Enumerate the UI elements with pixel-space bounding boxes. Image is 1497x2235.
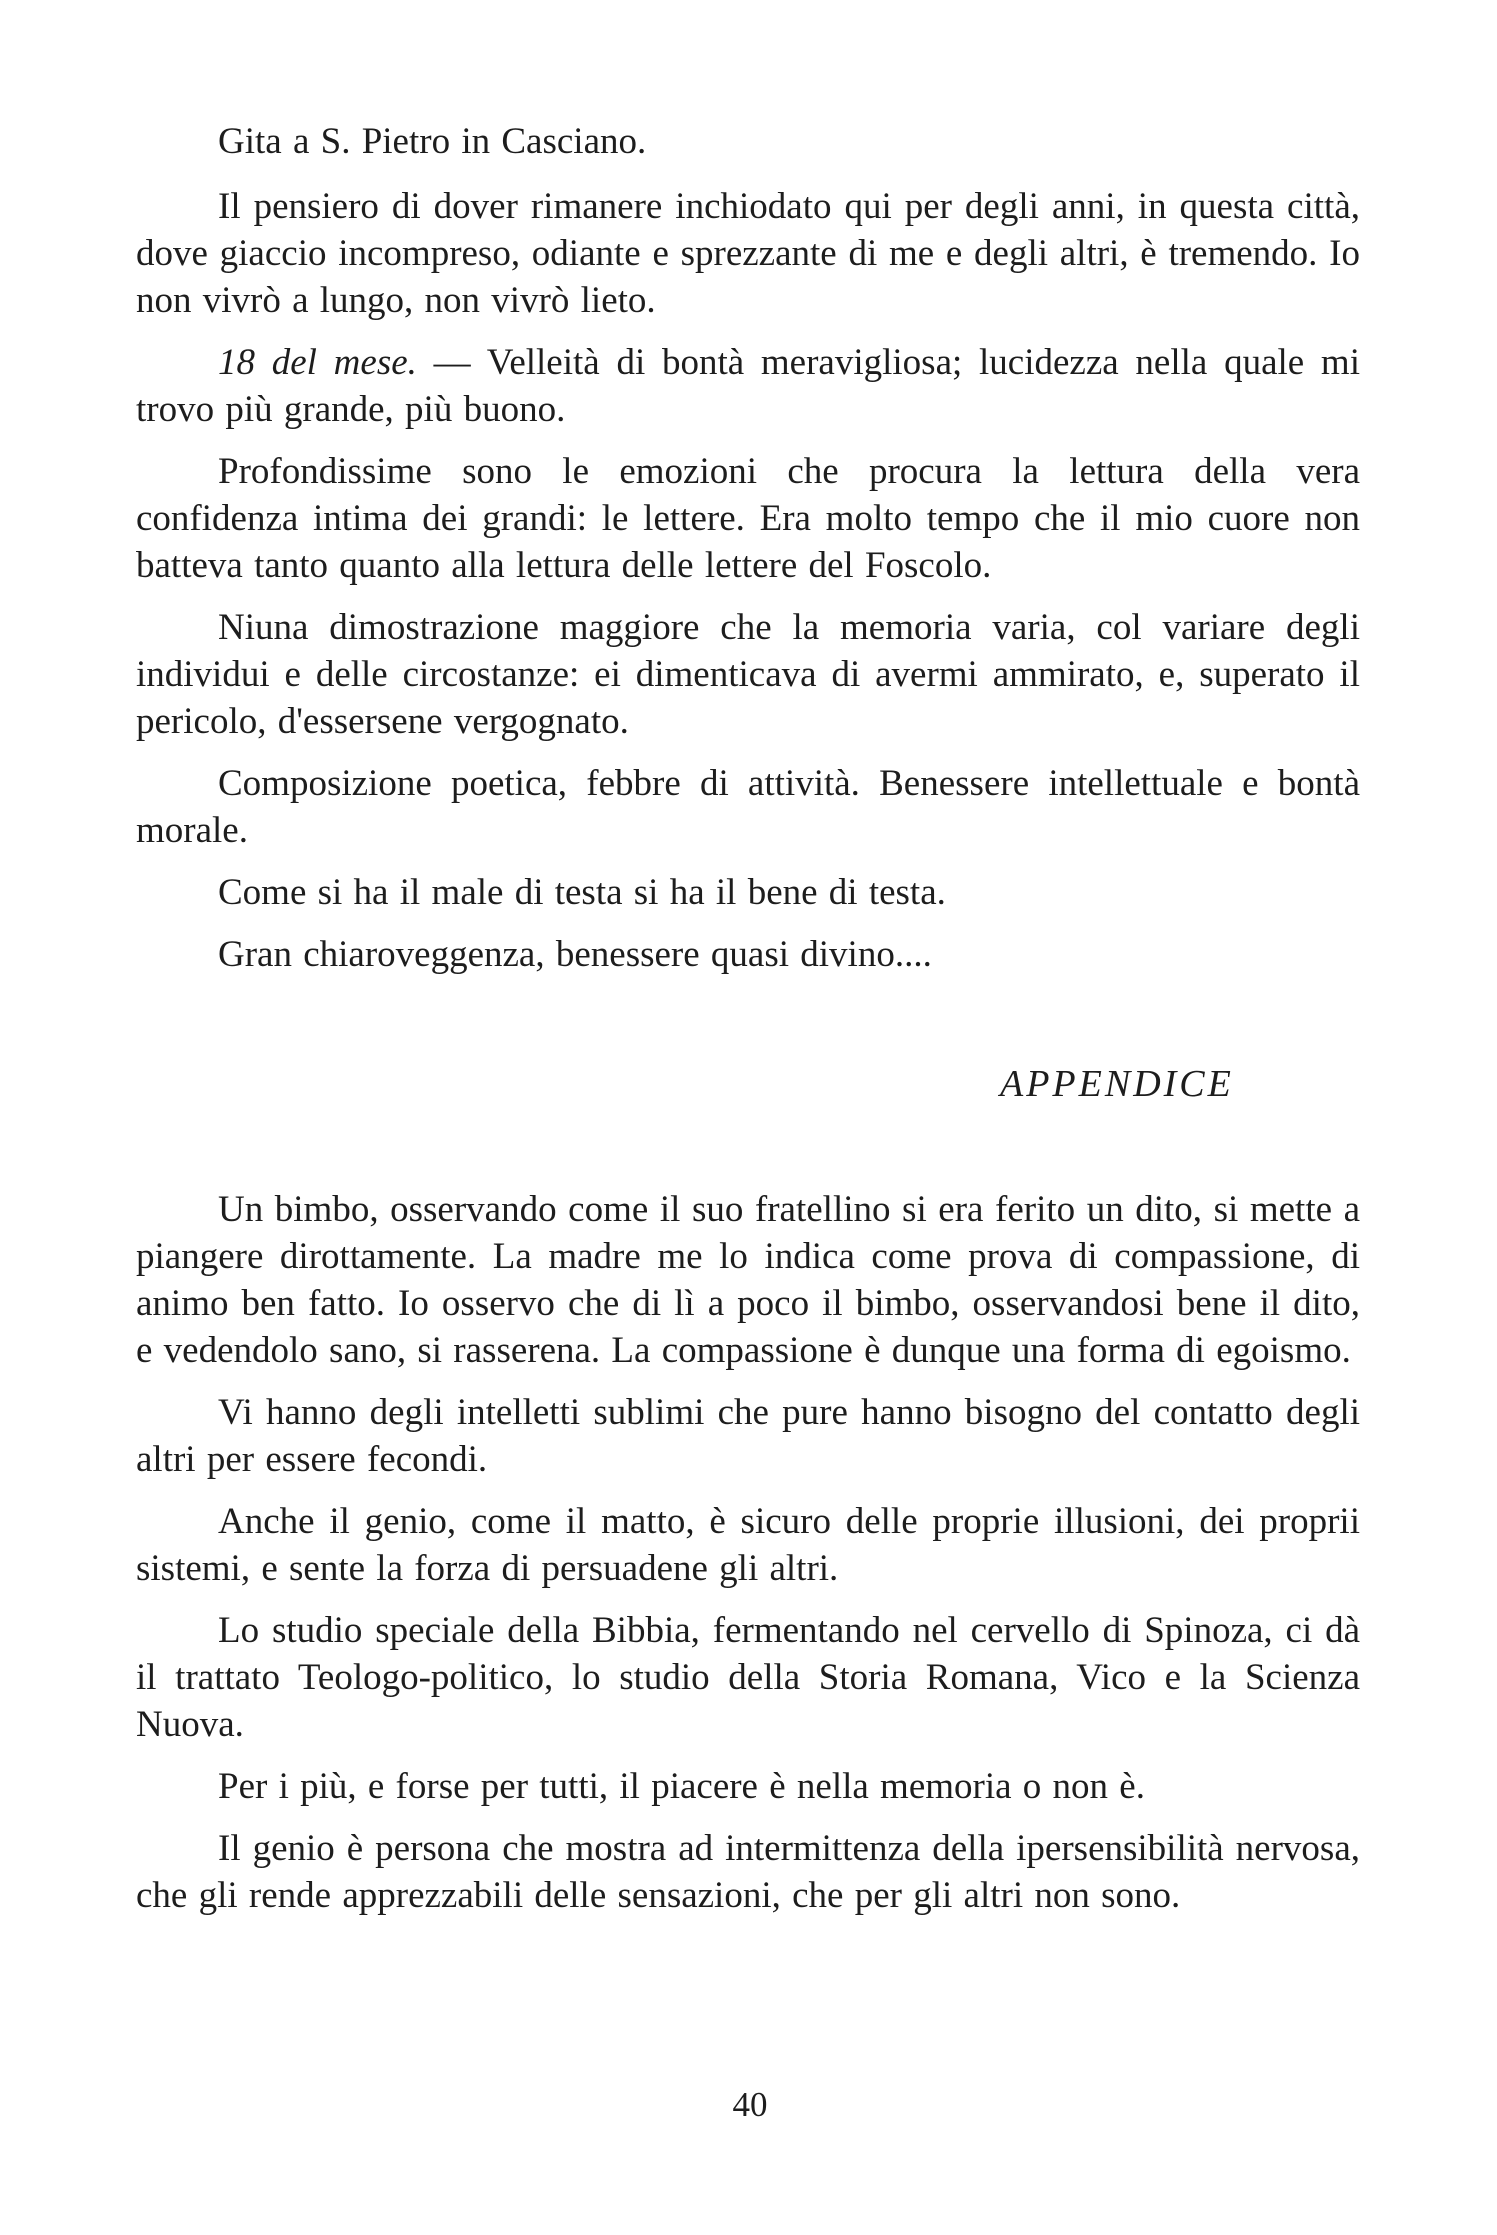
paragraph <box>136 1389 1360 1483</box>
paragraph <box>136 1498 1360 1592</box>
paragraph <box>136 339 1360 433</box>
paragraph-text: Un bimbo, osservando come il suo fratellino si era ferito un dito, si mette a piangere dirottamente. La madre me lo indica come prova di compassione, di animo ben fatto. Io osservo che di lì a poco il bimbo, osservandosi bene il dito, e vedendolo sano, si rasserena. La compassione è dunque una forma di egoismo. <box>136 1189 1360 1371</box>
paragraph <box>136 1607 1360 1748</box>
paragraph <box>136 604 1360 745</box>
paragraph-text: Vi hanno degli intelletti sublimi che pure hanno bisogno del contatto degli altri per essere fecondi. <box>136 1392 1360 1480</box>
paragraph <box>136 931 1360 978</box>
paragraph-text: — Velleità di bontà meravigliosa; lucidezza nella quale mi trovo più grande, più buono. <box>136 342 1360 430</box>
paragraph-text: Il pensiero di dover rimanere inchiodato qui per degli anni, in questa città, dove giaccio incompreso, odiante e sprezzante di me e degli altri, è tremendo. Io non vivrò a lungo, non vivrò lieto. <box>136 186 1360 321</box>
paragraph <box>136 760 1360 854</box>
paragraph-text: Come si ha il male di testa si ha il bene di testa. <box>218 872 946 913</box>
paragraph-text: Gita a S. Pietro in Casciano. <box>218 121 647 162</box>
paragraph-text: Anche il genio, come il matto, è sicuro delle proprie illusioni, dei proprii sistemi, e sente la forza di persuadene gli altri. <box>136 1501 1360 1589</box>
section-heading: APPENDICE <box>1000 1063 1234 1105</box>
paragraph-text: Per i più, e forse per tutti, il piacere è nella memoria o non è. <box>218 1766 1145 1807</box>
paragraph-text: Profondissime sono le emozioni che procura la lettura della vera confidenza intima dei grandi: le lettere. Era molto tempo che il mio cuore non batteva tanto quanto alla lettura delle lettere del Foscolo. <box>136 451 1360 586</box>
journal-section <box>136 118 1360 993</box>
paragraph-text: Niuna dimostrazione maggiore che la memoria varia, col variare degli individui e delle circostanze: ei dimenticava di avermi ammirato, e, superato il pericolo, d'essersene vergognato. <box>136 607 1360 742</box>
date-lead: 18 del mese. <box>218 342 417 383</box>
page-number: 40 <box>732 2085 768 2124</box>
paragraph <box>136 869 1360 916</box>
paragraph <box>136 1763 1360 1810</box>
paragraph-text: Il genio è persona che mostra ad intermittenza della ipersensibilità nervosa, che gli rende apprezzabili delle sensazioni, che per gli altri non sono. <box>136 1828 1360 1916</box>
paragraph <box>136 118 1360 165</box>
paragraph-text: Gran chiaroveggenza, benessere quasi divino.... <box>218 934 932 975</box>
paragraph <box>136 1186 1360 1374</box>
paragraph-text: Lo studio speciale della Bibbia, fermentando nel cervello di Spinoza, ci dà il trattato Teologo-politico, lo studio della Storia Romana, Vico e la Scienza Nuova. <box>136 1610 1360 1745</box>
paragraph-text: Composizione poetica, febbre di attività. Benessere intellettuale e bontà morale. <box>136 763 1360 851</box>
appendix-section <box>136 1186 1360 1934</box>
paragraph <box>136 183 1360 324</box>
paragraph <box>136 448 1360 589</box>
paragraph <box>136 1825 1360 1919</box>
